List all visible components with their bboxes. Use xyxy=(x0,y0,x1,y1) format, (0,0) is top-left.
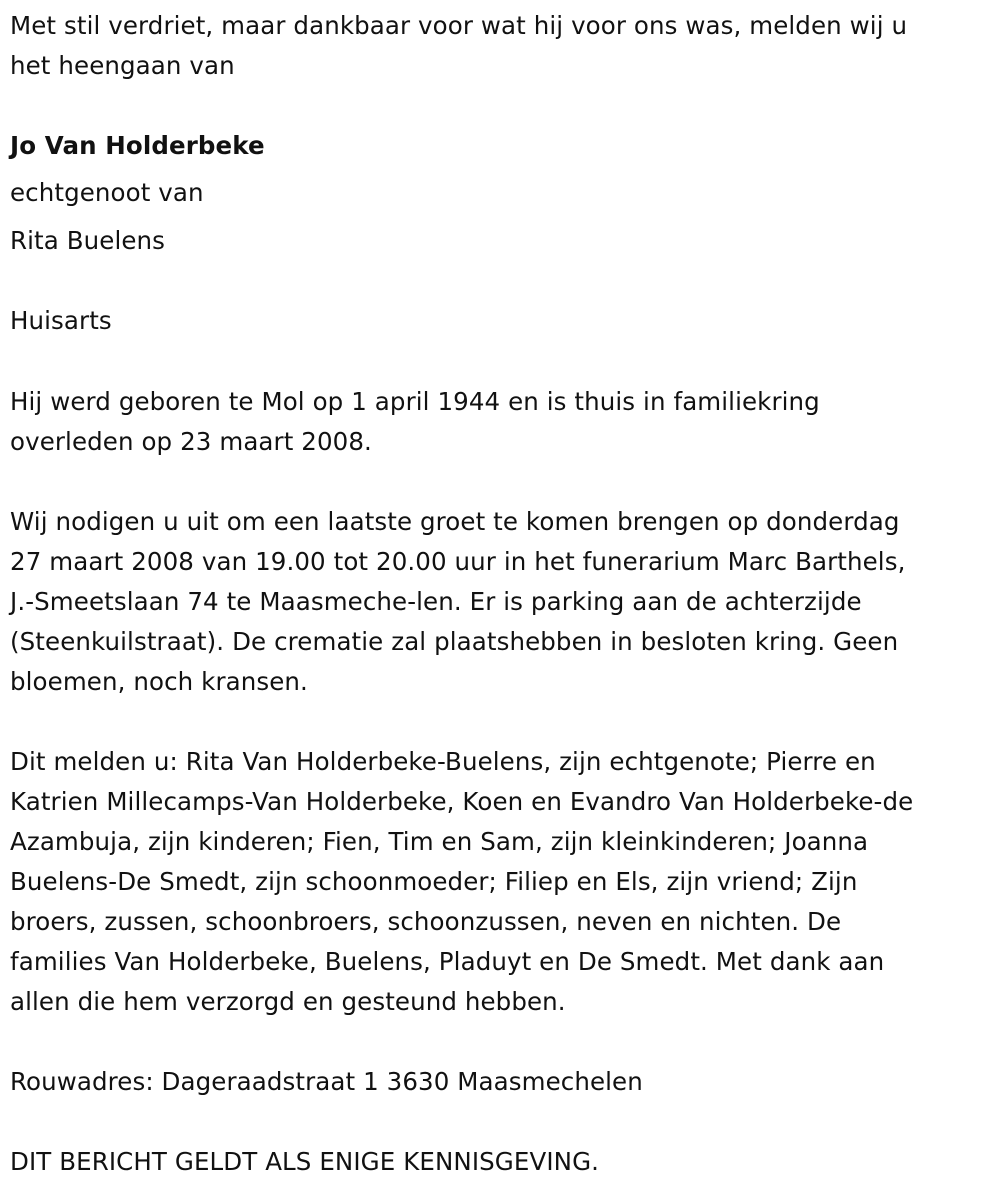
birth-death-line: overleden op 23 maart 2008. xyxy=(10,427,372,456)
family-line: Katrien Millecamps-Van Holderbeke, Koen en Evandro Van Holderbeke-de xyxy=(10,787,914,816)
intro-line: het heengaan van xyxy=(10,51,235,80)
spouse-name: Rita Buelens xyxy=(10,226,166,255)
family-line: Buelens-De Smedt, zijn schoonmoeder; Filiep en Els, zijn vriend; Zijn xyxy=(10,867,858,896)
family-line: families Van Holderbeke, Buelens, Pladuyt en De Smedt. Met dank aan xyxy=(10,947,885,976)
closing-statement: DIT BERICHT GELDT ALS ENIGE KENNISGEVING. xyxy=(10,1147,600,1176)
intro-line: Met stil verdriet, maar dankbaar voor wat hij voor ons was, melden wij u xyxy=(10,11,908,40)
visitation-line: 27 maart 2008 van 19.00 tot 20.00 uur in het funerarium Marc Barthels, xyxy=(10,547,906,576)
visitation-line: J.-Smeetslaan 74 te Maasmeche-len. Er is parking aan de achterzijde xyxy=(10,587,862,616)
visitation-line: bloemen, noch kransen. xyxy=(10,667,308,696)
family-line: allen die hem verzorgd en gesteund hebben. xyxy=(10,987,566,1016)
profession-text: Huisarts xyxy=(10,306,112,335)
family-line: broers, zussen, schoonbroers, schoonzussen, neven en nichten. De xyxy=(10,907,842,936)
visitation-line: Wij nodigen u uit om een laatste groet te komen brengen op donderdag xyxy=(10,507,900,536)
family-line: Azambuja, zijn kinderen; Fien, Tim en Sam, zijn kleinkinderen; Joanna xyxy=(10,827,869,856)
birth-death-line: Hij werd geboren te Mol op 1 april 1944 en is thuis in familiekring xyxy=(10,387,820,416)
visitation-line: (Steenkuilstraat). De crematie zal plaatshebben in besloten kring. Geen xyxy=(10,627,899,656)
family-line: Dit melden u: Rita Van Holderbeke-Buelens, zijn echtgenote; Pierre en xyxy=(10,747,876,776)
mourning-address: Rouwadres: Dageraadstraat 1 3630 Maasmechelen xyxy=(10,1067,643,1096)
deceased-name: Jo Van Holderbeke xyxy=(10,131,265,160)
relation-text: echtgenoot van xyxy=(10,178,204,207)
